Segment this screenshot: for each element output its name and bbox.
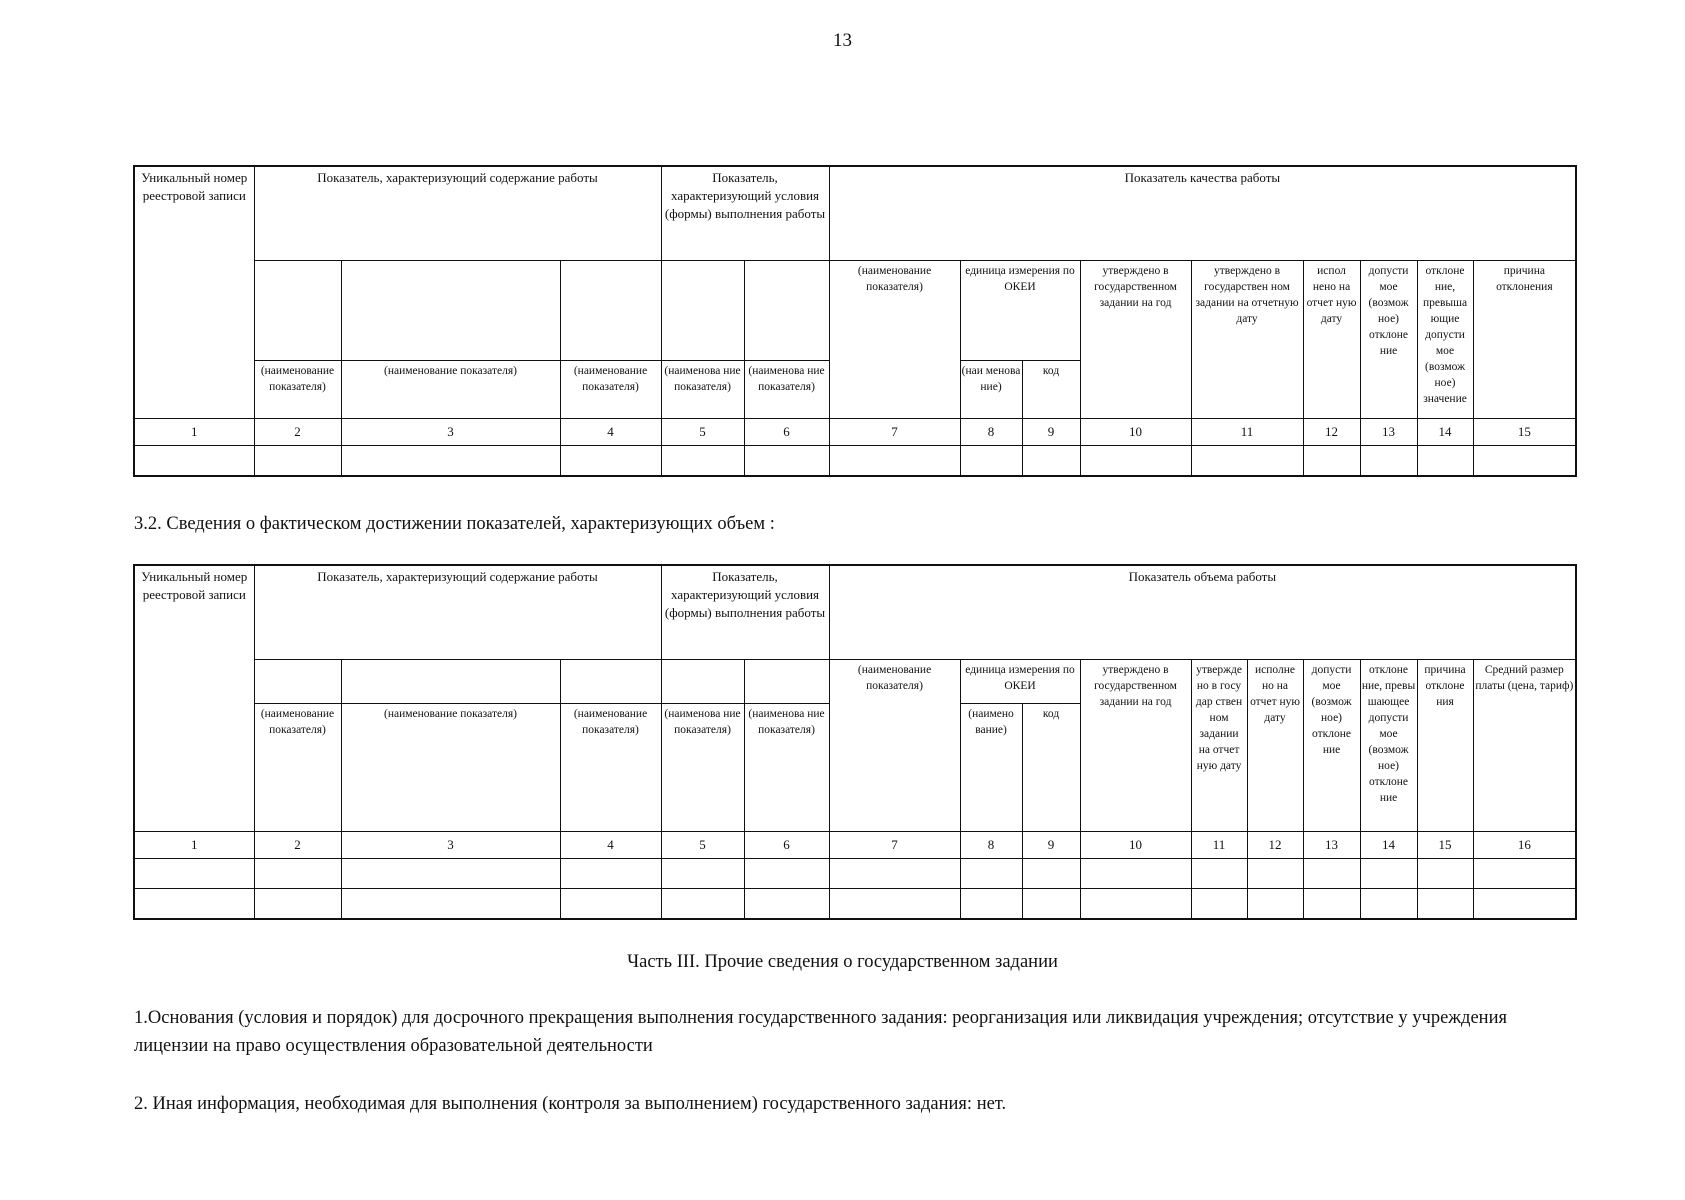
subheader-name: (наименова ние показателя)	[744, 703, 829, 831]
header-unit-name: (наи менова ние)	[960, 360, 1022, 418]
column-number: 8	[960, 418, 1022, 445]
column-number: 14	[1417, 418, 1473, 445]
column-numbers-row	[134, 831, 1576, 858]
column-number: 5	[661, 831, 744, 858]
blank-cell	[254, 659, 341, 703]
column-number: 16	[1473, 831, 1576, 858]
column-number: 11	[1191, 418, 1303, 445]
column-number: 13	[1303, 831, 1360, 858]
column-number: 15	[1417, 831, 1473, 858]
header-unit: единица измерения по ОКЕИ	[960, 260, 1080, 360]
column-number: 13	[1360, 418, 1417, 445]
column-number: 14	[1360, 831, 1417, 858]
column-number: 3	[341, 831, 560, 858]
header-executed: исполне но на отчет ную дату	[1247, 659, 1303, 831]
blank-cell	[560, 260, 661, 360]
column-number: 2	[254, 418, 341, 445]
subheader-name: (наименование показателя)	[341, 360, 560, 418]
column-number: 10	[1080, 418, 1191, 445]
blank-cell	[341, 260, 560, 360]
header-unique-number: Уникальный номер реестровой записи	[134, 166, 254, 418]
column-number: 9	[1022, 418, 1080, 445]
column-number: 15	[1473, 418, 1576, 445]
header-unit-name: (наимено вание)	[960, 703, 1022, 831]
header-unit: единица измерения по ОКЕИ	[960, 659, 1080, 703]
subheader-name: (наименова ние показателя)	[661, 703, 744, 831]
blank-cell	[744, 260, 829, 360]
column-numbers-row	[134, 418, 1576, 445]
header-content-indicator: Показатель, характеризующий содержание работы	[254, 166, 661, 260]
header-allowed-deviation: допусти мое (возмож ное) отклоне ние	[1303, 659, 1360, 831]
header-approved-date: утверждено в государствен ном задании на отчетную дату	[1191, 260, 1303, 418]
blank-cell	[341, 659, 560, 703]
column-number: 4	[560, 831, 661, 858]
column-number: 8	[960, 831, 1022, 858]
header-excess-deviation: отклоне ние, превы шающее допусти мое (возмож ное) отклоне ние	[1360, 659, 1417, 831]
header-conditions-indicator: Показатель, характеризующий условия (формы) выполнения работы	[661, 565, 829, 659]
header-reason: причина отклонения	[1473, 260, 1576, 418]
column-number: 9	[1022, 831, 1080, 858]
header-indicator-name: (наименование показателя)	[829, 260, 960, 418]
table-row	[134, 858, 1576, 888]
volume-indicators-table	[133, 564, 1577, 920]
subheader-name: (наименование показателя)	[254, 703, 341, 831]
subheader-name: (наименование показателя)	[254, 360, 341, 418]
paragraph-other-information: 2. Иная информация, необходимая для выполнения (контроля за выполнением) государственного задания: нет.	[134, 1094, 1007, 1114]
column-number: 3	[341, 418, 560, 445]
subheader-name: (наименование показателя)	[560, 703, 661, 831]
header-quality-group: Показатель качества работы	[829, 166, 1576, 260]
subheader-name: (наименование показателя)	[341, 703, 560, 831]
column-number: 12	[1303, 418, 1360, 445]
header-approved-date: утвержде но в госу дар ствен ном задании на отчет ную дату	[1191, 659, 1247, 831]
column-number: 6	[744, 831, 829, 858]
header-content-indicator: Показатель, характеризующий содержание работы	[254, 565, 661, 659]
page-number: 13	[833, 30, 852, 51]
header-approved-year: утверждено в государственном задании на год	[1080, 659, 1191, 831]
quality-indicators-table	[133, 165, 1577, 477]
column-number: 10	[1080, 831, 1191, 858]
paragraph-termination-grounds: 1.Основания (условия и порядок) для досрочного прекращения выполнения государственного задания: реорганизация или ликвидация учреждения; отсутствие у учреждения лицензии на право осуществления образовательной деятельности	[134, 1008, 1507, 1056]
header-unit-code: код	[1022, 360, 1080, 418]
section-3-2-heading: 3.2. Сведения о фактическом достижении показателей, характеризующих объем :	[134, 514, 775, 534]
subheader-name: (наименова ние показателя)	[744, 360, 829, 418]
header-conditions-indicator: Показатель, характеризующий условия (формы) выполнения работы	[661, 166, 829, 260]
part-3-title: Часть III. Прочие сведения о государственном задании	[627, 952, 1058, 972]
header-excess-deviation: отклоне ние, превыша ющие допусти мое (возмож ное) значение	[1417, 260, 1473, 418]
header-executed: испол нено на отчет ную дату	[1303, 260, 1360, 418]
column-number: 7	[829, 831, 960, 858]
column-number: 11	[1191, 831, 1247, 858]
header-approved-year: утверждено в государственном задании на год	[1080, 260, 1191, 418]
subheader-name: (наименование показателя)	[560, 360, 661, 418]
table-row	[134, 445, 1576, 476]
column-number: 12	[1247, 831, 1303, 858]
column-number: 1	[134, 418, 254, 445]
header-volume-group: Показатель объема работы	[829, 565, 1576, 659]
blank-cell	[661, 659, 744, 703]
header-unit-code: код	[1022, 703, 1080, 831]
header-average-price: Средний размер платы (цена, тариф)	[1473, 659, 1576, 831]
subheader-name: (наименова ние показателя)	[661, 360, 744, 418]
table-row	[134, 888, 1576, 919]
header-unique-number: Уникальный номер реестровой записи	[134, 565, 254, 831]
blank-cell	[560, 659, 661, 703]
column-number: 5	[661, 418, 744, 445]
column-number: 7	[829, 418, 960, 445]
column-number: 2	[254, 831, 341, 858]
header-allowed-deviation: допусти мое (возмож ное) отклоне ние	[1360, 260, 1417, 418]
header-indicator-name: (наименование показателя)	[829, 659, 960, 831]
blank-cell	[661, 260, 744, 360]
blank-cell	[744, 659, 829, 703]
column-number: 1	[134, 831, 254, 858]
column-number: 4	[560, 418, 661, 445]
blank-cell	[254, 260, 341, 360]
header-reason: причина отклоне ния	[1417, 659, 1473, 831]
column-number: 6	[744, 418, 829, 445]
